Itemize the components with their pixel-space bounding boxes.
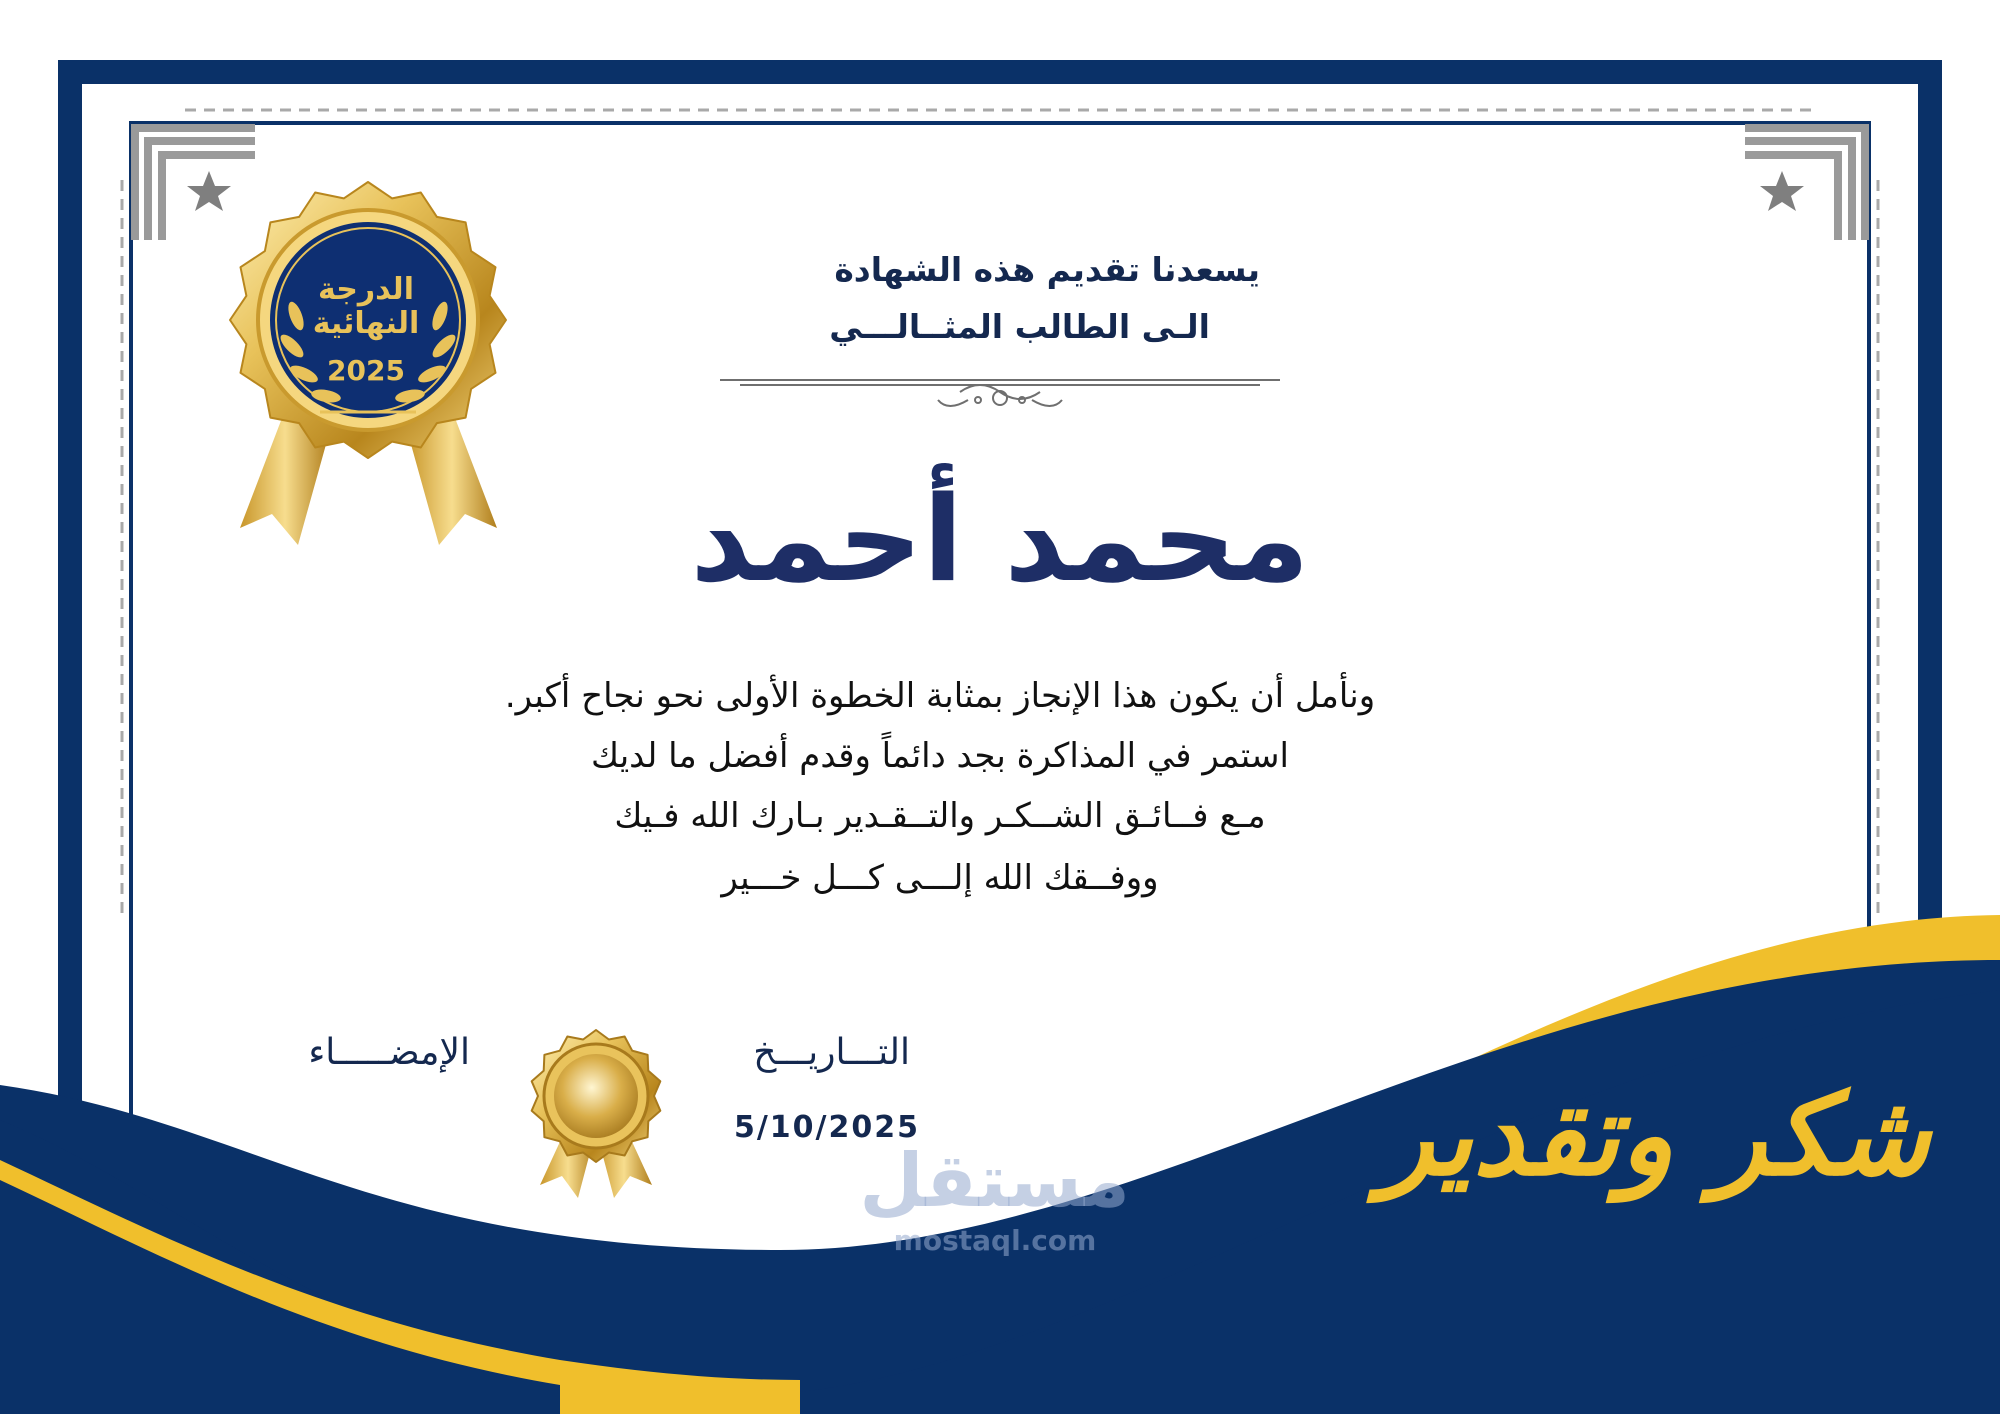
intro-line-1: يسعدنا تقديم هذه الشهادة bbox=[834, 250, 1260, 289]
date-label: التـــاريـــخ bbox=[753, 1032, 910, 1073]
seal-year: 2025 bbox=[327, 354, 405, 387]
message-line-2: استمر في المذاكرة بجد دائماً وقدم أفضل ما لديك bbox=[591, 736, 1289, 776]
message-line-1: ونأمل أن يكون هذا الإنجاز بمثابة الخطوة الأولى نحو نجاح أكبر. bbox=[504, 676, 1376, 716]
message-line-4: ووفــقك الله إلـــى كـــل خـــير bbox=[721, 858, 1159, 898]
student-name: محمد أحمد bbox=[690, 470, 1310, 608]
signature-label: الإمضـــــاء bbox=[308, 1032, 470, 1073]
date-value: 5/10/2025 bbox=[733, 1110, 920, 1145]
watermark-latin: mostaql.com bbox=[893, 1224, 1097, 1257]
calligraphy-title: شكر وتقدير bbox=[1379, 1070, 1930, 1201]
seal-title-line2: النهائية bbox=[312, 306, 420, 341]
watermark-arabic: مستقل bbox=[859, 1138, 1130, 1224]
intro-line-2: الـى الطالب المثــالـــي bbox=[829, 307, 1210, 346]
seal-title-line1: الدرجة bbox=[318, 272, 414, 307]
message-line-3: مـع فــائـق الشــكـر والتــقـدير بـارك الله فـيك bbox=[614, 796, 1266, 836]
